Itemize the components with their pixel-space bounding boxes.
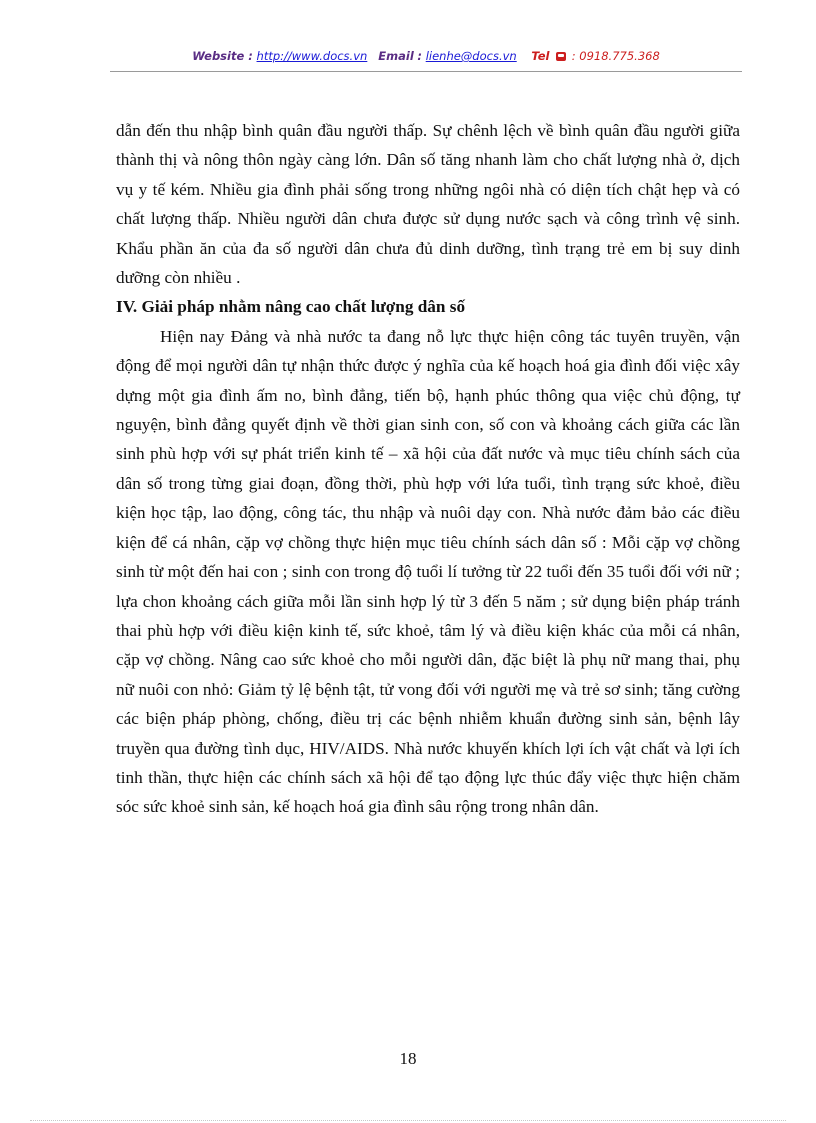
website-label: Website : (192, 49, 253, 63)
header-divider (110, 71, 742, 72)
phone-icon (556, 52, 566, 61)
tel-label: Tel (531, 49, 550, 63)
email-separator: : (417, 49, 423, 63)
page-header (110, 49, 742, 71)
email-link[interactable]: lienhe@docs.vn (425, 49, 517, 63)
paragraph-2: Hiện nay Đảng và nhà nước ta đang nỗ lực thực hiện công tác tuyên truyền, vận động để mọi người dân tự nhận thức được ý nghĩa của kế hoạch hoá gia đình đối việc xây dựng một gia đình ấm no, bình đẳng, tiến bộ, hạnh phúc thông qua việc chủ động, tự nguyện, bình đẳng quyết định về thời gian sinh con, số con và khoảng cách giữa các lần sinh phù hợp với sự phát triển kinh tế – xã hội của đất nước và mục tiêu chính sách của dân số trong từng giai đoạn, đồng thời, phù hợp với lứa tuổi, tình trạng sức khoẻ, điều kiện học tập, lao động, công tác, thu nhập và nuôi dạy con. Nhà nước đảm bảo các điều kiện để cá nhân, cặp vợ chồng thực hiện mục tiêu chính sách dân số : Mỗi cặp vợ chồng sinh từ một đến hai con ; sinh con trong độ tuổi lí tưởng từ 22 tuổi đến 35 tuổi đối với nữ ; lựa chon khoảng cách giữa mỗi lần sinh hợp lý từ 3 đến 5 năm ; sử dụng biện pháp tránh thai phù hợp với điều kiện kinh tế, sức khoẻ, tâm lý và điều kiện khác của mỗi cá nhân, cặp vợ chồng. Nâng cao sức khoẻ cho mỗi người dân, đặc biệt là phụ nữ mang thai, phụ nữ nuôi con nhỏ: Giảm tỷ lệ bệnh tật, tử vong đối với người mẹ và trẻ sơ sinh; tăng cường các biện pháp phòng, chống, điều trị các bệnh nhiễm khuẩn đường sinh sản, bệnh lây truyền qua đường tình dục, HIV/AIDS. Nhà nước khuyến khích lợi ích vật chất và lợi ích tinh thần, thực hiện các chính sách xã hội để tạo động lực thúc đẩy việc thực hiện chăm sóc sức khoẻ sinh sản, kế hoạch hoá gia đình sâu rộng trong nhân dân. (116, 326, 740, 817)
document-body (116, 116, 740, 822)
page-bottom-border (30, 1120, 786, 1121)
paragraph-1: dẫn đến thu nhập bình quân đầu người thấp. Sự chênh lệch về bình quân đầu người giữa thành thị và nông thôn ngày càng lớn. Dân số tăng nhanh làm cho chất lượng nhà ở, dịch vụ y tế kém. Nhiều gia đình phải sống trong những ngôi nhà có diện tích chật hẹp và có chất lượng thấp. Nhiều người dân chưa được sử dụng nước sạch và công trình vệ sinh. Khẩu phần ăn của đa số người dân chưa đủ dinh dưỡng, tình trạng trẻ em bị suy dinh dưỡng còn nhiều . (116, 121, 740, 288)
tel-number: : 0918.775.368 (571, 49, 660, 63)
website-link[interactable]: http://www.docs.vn (256, 49, 368, 63)
email-label: Email (378, 49, 414, 63)
page-number: 18 (399, 1049, 417, 1068)
section-heading: IV. Giải pháp nhằm nâng cao chất lượng dân số (116, 297, 466, 317)
